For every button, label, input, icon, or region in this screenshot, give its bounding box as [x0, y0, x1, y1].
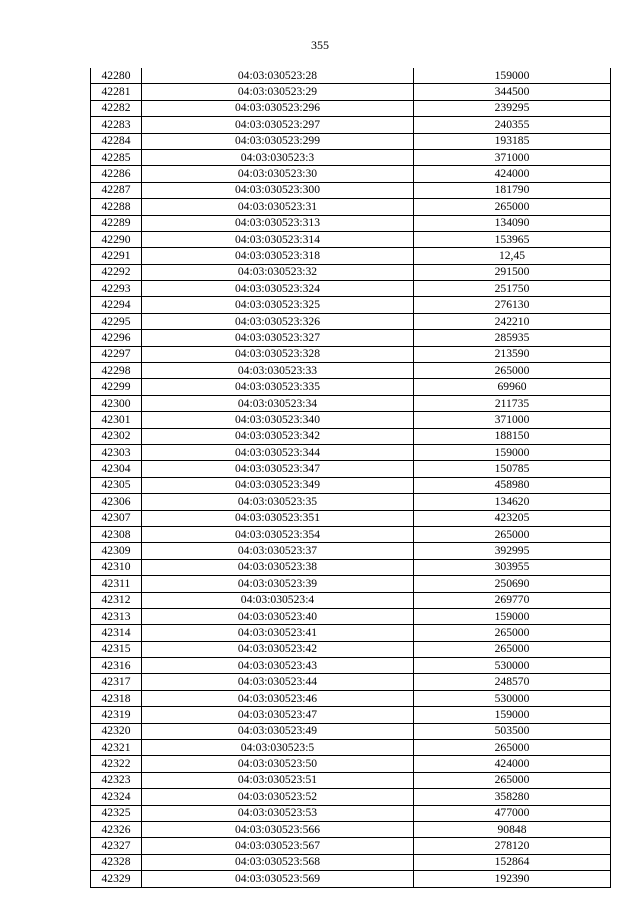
- table-row: [91, 281, 611, 297]
- table-row: [91, 166, 611, 182]
- table-row: [91, 346, 611, 362]
- table-row: [91, 690, 611, 706]
- row-number-cell: 42296: [91, 330, 142, 346]
- value-cell: 69960: [414, 379, 611, 395]
- value-cell: 285935: [414, 330, 611, 346]
- table-row: [91, 641, 611, 657]
- cadastral-number-cell: 04:03:030523:46: [142, 690, 414, 706]
- row-number-cell: 42309: [91, 543, 142, 559]
- cadastral-number-cell: 04:03:030523:297: [142, 117, 414, 133]
- row-number-cell: 42291: [91, 248, 142, 264]
- table-row: [91, 789, 611, 805]
- cadastral-number-cell: 04:03:030523:35: [142, 494, 414, 510]
- row-number-cell: 42317: [91, 674, 142, 690]
- table-row: [91, 854, 611, 870]
- table-row: [91, 117, 611, 133]
- value-cell: 424000: [414, 166, 611, 182]
- cadastral-number-cell: 04:03:030523:38: [142, 559, 414, 575]
- cadastral-number-cell: 04:03:030523:31: [142, 199, 414, 215]
- table-row: [91, 412, 611, 428]
- value-cell: 159000: [414, 707, 611, 723]
- row-number-cell: 42323: [91, 772, 142, 788]
- row-number-cell: 42314: [91, 625, 142, 641]
- value-cell: 371000: [414, 412, 611, 428]
- cadastral-number-cell: 04:03:030523:44: [142, 674, 414, 690]
- row-number-cell: 42321: [91, 740, 142, 756]
- cadastral-number-cell: 04:03:030523:53: [142, 805, 414, 821]
- row-number-cell: 42300: [91, 395, 142, 411]
- row-number-cell: 42306: [91, 494, 142, 510]
- value-cell: 12,45: [414, 248, 611, 264]
- value-cell: 265000: [414, 625, 611, 641]
- value-cell: 530000: [414, 690, 611, 706]
- row-number-cell: 42301: [91, 412, 142, 428]
- cadastral-number-cell: 04:03:030523:47: [142, 707, 414, 723]
- row-number-cell: 42285: [91, 149, 142, 165]
- value-cell: 152864: [414, 854, 611, 870]
- table-row: [91, 428, 611, 444]
- table-row: [91, 772, 611, 788]
- table-row: [91, 264, 611, 280]
- cadastral-number-cell: 04:03:030523:4: [142, 592, 414, 608]
- value-cell: 239295: [414, 100, 611, 116]
- data-table: [90, 68, 611, 888]
- value-cell: 211735: [414, 395, 611, 411]
- value-cell: 150785: [414, 461, 611, 477]
- row-number-cell: 42280: [91, 68, 142, 84]
- table-row: [91, 248, 611, 264]
- row-number-cell: 42286: [91, 166, 142, 182]
- value-cell: 371000: [414, 149, 611, 165]
- row-number-cell: 42312: [91, 592, 142, 608]
- value-cell: 265000: [414, 641, 611, 657]
- table-row: [91, 68, 611, 84]
- cadastral-number-cell: 04:03:030523:32: [142, 264, 414, 280]
- cadastral-number-cell: 04:03:030523:43: [142, 658, 414, 674]
- row-number-cell: 42290: [91, 231, 142, 247]
- cadastral-number-cell: 04:03:030523:569: [142, 871, 414, 887]
- cadastral-number-cell: 04:03:030523:29: [142, 84, 414, 100]
- value-cell: 278120: [414, 838, 611, 854]
- cadastral-number-cell: 04:03:030523:51: [142, 772, 414, 788]
- value-cell: 503500: [414, 723, 611, 739]
- value-cell: 303955: [414, 559, 611, 575]
- cadastral-number-cell: 04:03:030523:328: [142, 346, 414, 362]
- table-row: [91, 576, 611, 592]
- cadastral-number-cell: 04:03:030523:335: [142, 379, 414, 395]
- row-number-cell: 42328: [91, 854, 142, 870]
- cadastral-number-cell: 04:03:030523:351: [142, 510, 414, 526]
- cadastral-number-cell: 04:03:030523:5: [142, 740, 414, 756]
- row-number-cell: 42284: [91, 133, 142, 149]
- table-row: [91, 838, 611, 854]
- table-row: [91, 461, 611, 477]
- value-cell: 240355: [414, 117, 611, 133]
- table-row: [91, 510, 611, 526]
- cadastral-number-cell: 04:03:030523:347: [142, 461, 414, 477]
- row-number-cell: 42320: [91, 723, 142, 739]
- cadastral-number-cell: 04:03:030523:313: [142, 215, 414, 231]
- table-row: [91, 559, 611, 575]
- cadastral-number-cell: 04:03:030523:344: [142, 444, 414, 460]
- row-number-cell: 42295: [91, 313, 142, 329]
- table-row: [91, 592, 611, 608]
- row-number-cell: 42282: [91, 100, 142, 116]
- row-number-cell: 42299: [91, 379, 142, 395]
- row-number-cell: 42297: [91, 346, 142, 362]
- value-cell: 291500: [414, 264, 611, 280]
- value-cell: 159000: [414, 608, 611, 624]
- cadastral-number-cell: 04:03:030523:28: [142, 68, 414, 84]
- row-number-cell: 42324: [91, 789, 142, 805]
- cadastral-number-cell: 04:03:030523:342: [142, 428, 414, 444]
- table-row: [91, 149, 611, 165]
- row-number-cell: 42319: [91, 707, 142, 723]
- row-number-cell: 42307: [91, 510, 142, 526]
- value-cell: 265000: [414, 199, 611, 215]
- table-row: [91, 707, 611, 723]
- value-cell: 265000: [414, 363, 611, 379]
- cadastral-number-cell: 04:03:030523:40: [142, 608, 414, 624]
- row-number-cell: 42289: [91, 215, 142, 231]
- value-cell: 458980: [414, 477, 611, 493]
- cadastral-number-cell: 04:03:030523:340: [142, 412, 414, 428]
- table-row: [91, 543, 611, 559]
- value-cell: 153965: [414, 231, 611, 247]
- table-row: [91, 395, 611, 411]
- cadastral-number-cell: 04:03:030523:324: [142, 281, 414, 297]
- cadastral-number-cell: 04:03:030523:41: [142, 625, 414, 641]
- row-number-cell: 42292: [91, 264, 142, 280]
- row-number-cell: 42287: [91, 182, 142, 198]
- table-row: [91, 658, 611, 674]
- cadastral-number-cell: 04:03:030523:325: [142, 297, 414, 313]
- cadastral-number-cell: 04:03:030523:314: [142, 231, 414, 247]
- table-row: [91, 297, 611, 313]
- table-row: [91, 231, 611, 247]
- row-number-cell: 42322: [91, 756, 142, 772]
- cadastral-number-cell: 04:03:030523:37: [142, 543, 414, 559]
- table-row: [91, 100, 611, 116]
- row-number-cell: 42318: [91, 690, 142, 706]
- value-cell: 181790: [414, 182, 611, 198]
- cadastral-number-cell: 04:03:030523:52: [142, 789, 414, 805]
- value-cell: 134090: [414, 215, 611, 231]
- value-cell: 213590: [414, 346, 611, 362]
- cadastral-number-cell: 04:03:030523:326: [142, 313, 414, 329]
- cadastral-number-cell: 04:03:030523:42: [142, 641, 414, 657]
- value-cell: 134620: [414, 494, 611, 510]
- value-cell: 423205: [414, 510, 611, 526]
- table-row: [91, 84, 611, 100]
- cadastral-number-cell: 04:03:030523:296: [142, 100, 414, 116]
- value-cell: 344500: [414, 84, 611, 100]
- value-cell: 188150: [414, 428, 611, 444]
- cadastral-number-cell: 04:03:030523:30: [142, 166, 414, 182]
- table-row: [91, 330, 611, 346]
- cadastral-number-cell: 04:03:030523:33: [142, 363, 414, 379]
- value-cell: 424000: [414, 756, 611, 772]
- table-row: [91, 674, 611, 690]
- value-cell: 477000: [414, 805, 611, 821]
- row-number-cell: 42310: [91, 559, 142, 575]
- table-row: [91, 756, 611, 772]
- cadastral-number-cell: 04:03:030523:3: [142, 149, 414, 165]
- table-row: [91, 215, 611, 231]
- row-number-cell: 42315: [91, 641, 142, 657]
- row-number-cell: 42326: [91, 821, 142, 837]
- row-number-cell: 42316: [91, 658, 142, 674]
- row-number-cell: 42298: [91, 363, 142, 379]
- row-number-cell: 42293: [91, 281, 142, 297]
- value-cell: 192390: [414, 871, 611, 887]
- row-number-cell: 42283: [91, 117, 142, 133]
- table-row: [91, 494, 611, 510]
- table-row: [91, 182, 611, 198]
- table-body: [91, 68, 611, 887]
- table-row: [91, 871, 611, 887]
- cadastral-number-cell: 04:03:030523:50: [142, 756, 414, 772]
- cadastral-number-cell: 04:03:030523:300: [142, 182, 414, 198]
- table-row: [91, 821, 611, 837]
- value-cell: 250690: [414, 576, 611, 592]
- cadastral-number-cell: 04:03:030523:299: [142, 133, 414, 149]
- value-cell: 251750: [414, 281, 611, 297]
- cadastral-number-cell: 04:03:030523:568: [142, 854, 414, 870]
- row-number-cell: 42329: [91, 871, 142, 887]
- value-cell: 265000: [414, 772, 611, 788]
- value-cell: 159000: [414, 444, 611, 460]
- row-number-cell: 42304: [91, 461, 142, 477]
- value-cell: 248570: [414, 674, 611, 690]
- value-cell: 242210: [414, 313, 611, 329]
- row-number-cell: 42281: [91, 84, 142, 100]
- row-number-cell: 42305: [91, 477, 142, 493]
- table-row: [91, 740, 611, 756]
- table-row: [91, 805, 611, 821]
- value-cell: 90848: [414, 821, 611, 837]
- cadastral-number-cell: 04:03:030523:349: [142, 477, 414, 493]
- value-cell: 159000: [414, 68, 611, 84]
- row-number-cell: 42303: [91, 444, 142, 460]
- value-cell: 269770: [414, 592, 611, 608]
- value-cell: 265000: [414, 740, 611, 756]
- table-row: [91, 363, 611, 379]
- value-cell: 392995: [414, 543, 611, 559]
- table-row: [91, 625, 611, 641]
- value-cell: 193185: [414, 133, 611, 149]
- row-number-cell: 42308: [91, 526, 142, 542]
- table-row: [91, 199, 611, 215]
- cadastral-number-cell: 04:03:030523:327: [142, 330, 414, 346]
- table-row: [91, 477, 611, 493]
- cadastral-number-cell: 04:03:030523:354: [142, 526, 414, 542]
- row-number-cell: 42288: [91, 199, 142, 215]
- value-cell: 265000: [414, 526, 611, 542]
- table-row: [91, 723, 611, 739]
- table-row: [91, 608, 611, 624]
- cadastral-number-cell: 04:03:030523:566: [142, 821, 414, 837]
- row-number-cell: 42325: [91, 805, 142, 821]
- page-number: 355: [311, 38, 329, 52]
- row-number-cell: 42327: [91, 838, 142, 854]
- cadastral-number-cell: 04:03:030523:39: [142, 576, 414, 592]
- cadastral-number-cell: 04:03:030523:567: [142, 838, 414, 854]
- cadastral-number-cell: 04:03:030523:318: [142, 248, 414, 264]
- row-number-cell: 42302: [91, 428, 142, 444]
- value-cell: 276130: [414, 297, 611, 313]
- table-row: [91, 133, 611, 149]
- cadastral-number-cell: 04:03:030523:49: [142, 723, 414, 739]
- table-row: [91, 379, 611, 395]
- cadastral-number-cell: 04:03:030523:34: [142, 395, 414, 411]
- value-cell: 530000: [414, 658, 611, 674]
- table-row: [91, 444, 611, 460]
- value-cell: 358280: [414, 789, 611, 805]
- row-number-cell: 42311: [91, 576, 142, 592]
- row-number-cell: 42313: [91, 608, 142, 624]
- table-row: [91, 526, 611, 542]
- table-row: [91, 313, 611, 329]
- row-number-cell: 42294: [91, 297, 142, 313]
